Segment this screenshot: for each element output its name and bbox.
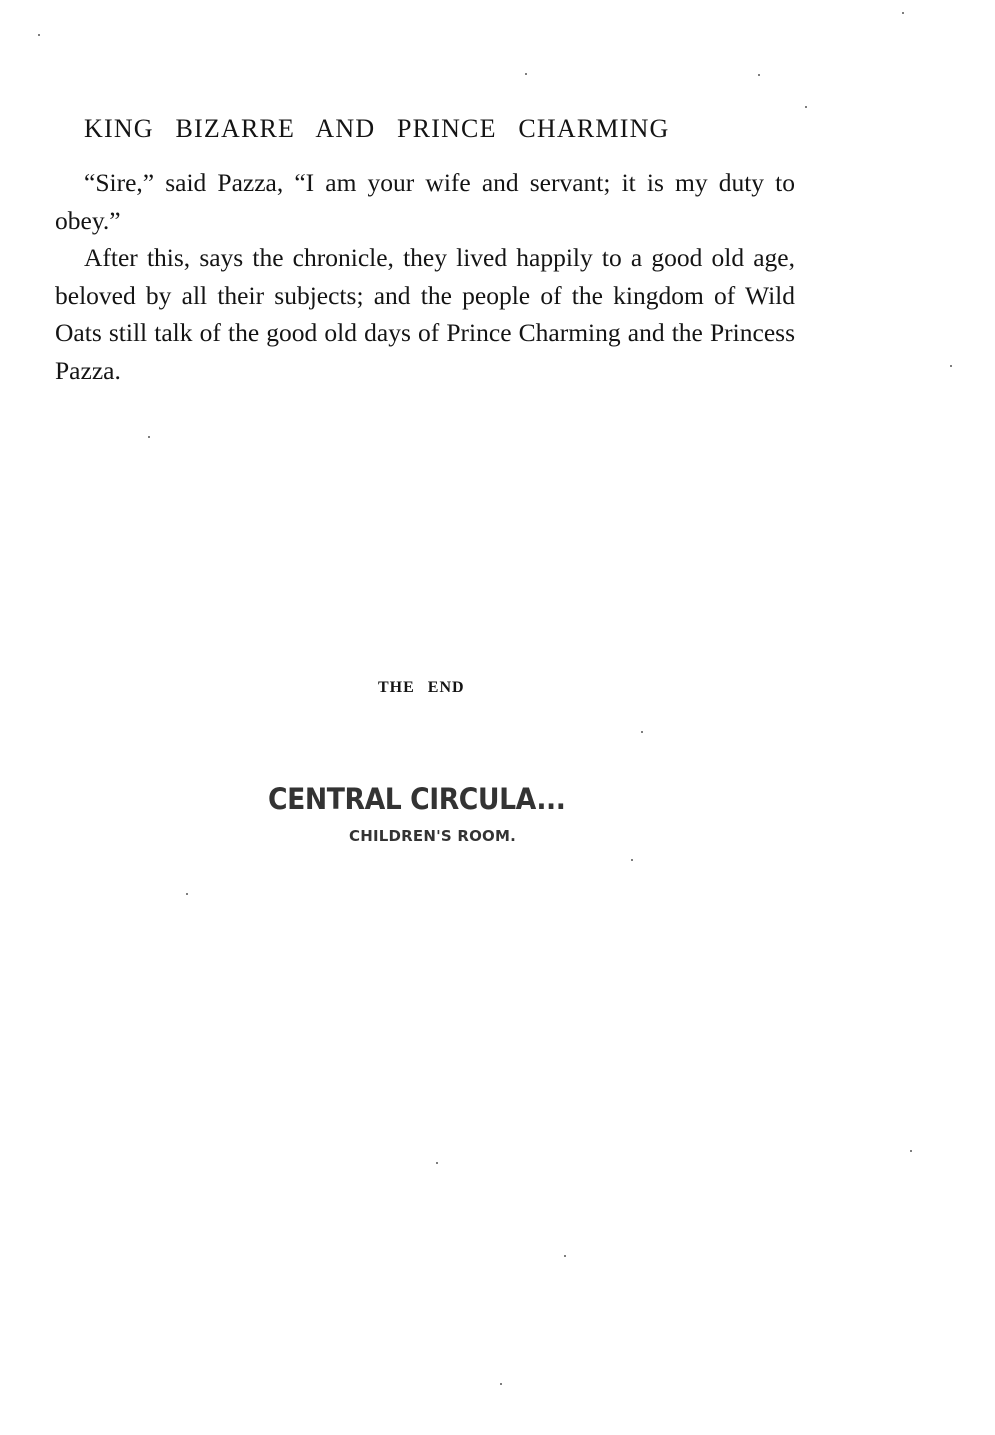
scan-speck xyxy=(631,859,633,861)
the-end-mark: THE END xyxy=(378,679,465,696)
stamp-line-2: CHILDREN'S ROOM. xyxy=(349,827,516,845)
scan-speck xyxy=(805,106,807,108)
scan-speck xyxy=(758,74,760,76)
scan-speck xyxy=(525,73,527,75)
scan-speck xyxy=(500,1383,502,1385)
library-stamp xyxy=(265,780,665,860)
scan-speck xyxy=(564,1255,566,1257)
scan-speck xyxy=(38,34,40,36)
scan-speck xyxy=(950,365,952,367)
running-head: KING BIZARRE AND PRINCE CHARMING xyxy=(84,114,670,143)
scan-speck xyxy=(641,731,643,733)
paragraph: After this, says the chronicle, they lived happily to a good old age, beloved by all their subjects; and the people of the kingdom of Wild Oats still talk of the good old days of Prince Charming and the Princess Pazza. xyxy=(55,243,795,385)
scan-speck xyxy=(902,12,904,14)
stamp-line-1: CENTRAL CIRCULA... xyxy=(268,782,566,816)
paragraph: “Sire,” said Pazza, “I am your wife and servant; it is my duty to obey.” xyxy=(55,168,795,235)
scan-speck xyxy=(910,1150,912,1152)
scan-speck xyxy=(148,436,150,438)
scan-speck xyxy=(186,893,188,895)
scan-speck xyxy=(436,1162,438,1164)
body-text xyxy=(55,164,795,389)
